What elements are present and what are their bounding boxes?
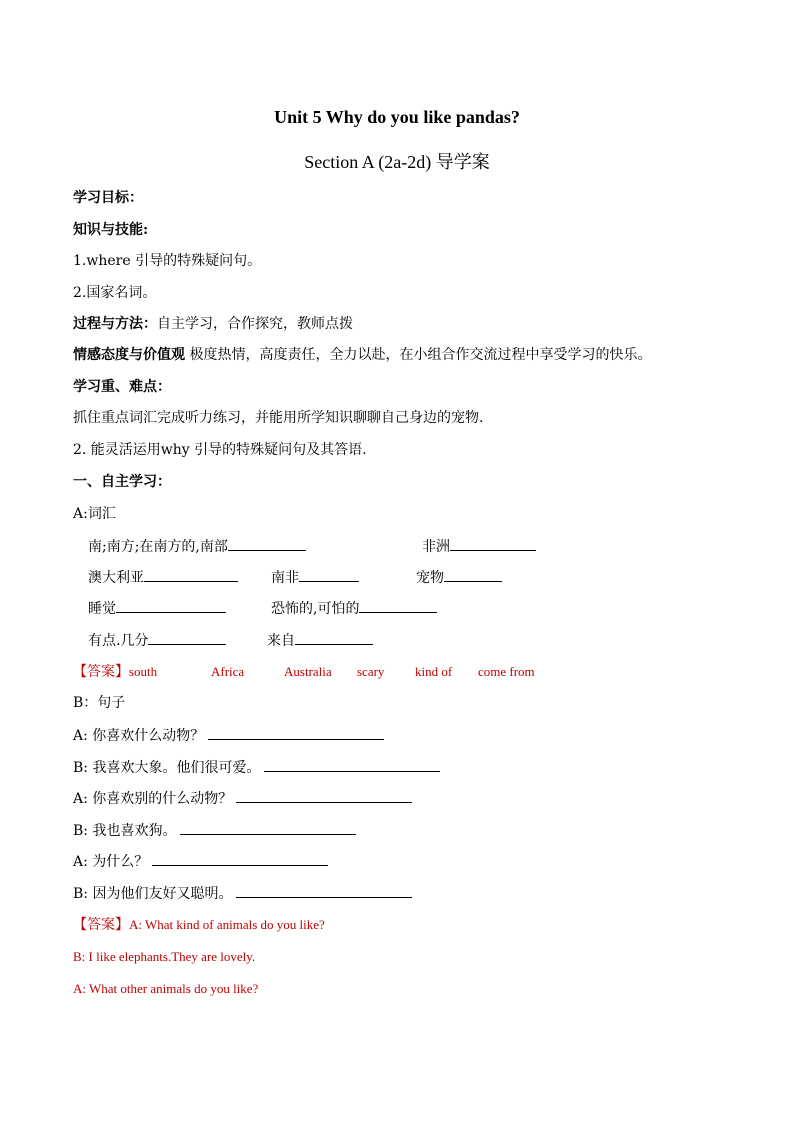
vocab-australia-label: 澳大利亚 — [88, 570, 144, 586]
sentence-3 — [73, 788, 412, 809]
vocab-africa-blank[interactable] — [450, 536, 536, 551]
self-study-heading: 一、自主学习： — [73, 474, 171, 490]
knowledge-item-2: 2.国家名词。 — [73, 285, 157, 301]
sentence-3-text: A: 你喜欢别的什么动物？ — [73, 791, 233, 807]
sentence-1-text: A: 你喜欢什么动物？ — [73, 728, 205, 744]
sentence-heading: B：句子 — [73, 695, 126, 711]
answer-vocab-come-from: come from — [478, 664, 535, 679]
vocab-south-label: 南;南方;在南方的,南部 — [88, 539, 228, 555]
vocab-south-blank[interactable] — [228, 536, 306, 551]
sentence-1 — [73, 725, 384, 746]
answer-sentence-line-1 — [73, 915, 325, 935]
process-label: 过程与方法： — [73, 316, 157, 332]
vocab-pet — [416, 567, 502, 588]
emotion-label: 情感态度与价值观 — [73, 347, 185, 363]
vocab-come-from-blank[interactable] — [295, 630, 373, 645]
key-point-2: 2. 能灵活运用why 引导的特殊疑问句及其答语. — [73, 442, 367, 458]
vocab-come-from — [267, 630, 373, 651]
sentence-5 — [73, 851, 328, 872]
vocab-heading: A:词汇 — [73, 506, 116, 522]
sentence-6-blank[interactable] — [236, 883, 412, 898]
vocab-australia-blank[interactable] — [144, 567, 238, 582]
sentence-3-blank[interactable] — [236, 788, 412, 803]
answer-vocab-africa: Africa — [211, 664, 245, 679]
emotion-line — [73, 345, 651, 365]
sentence-4 — [73, 820, 356, 841]
vocab-sleep — [88, 598, 226, 619]
answer-sentence-1: A: What kind of animals do you like? — [129, 917, 325, 932]
vocab-scary-label: 恐怖的,可怕的 — [271, 601, 360, 617]
objectives-heading: 学习目标： — [73, 190, 143, 206]
vocab-come-from-label: 来自 — [267, 633, 295, 649]
answer-sentence-2: B: I like elephants.They are lovely. — [73, 949, 256, 964]
vocab-australia — [88, 567, 238, 588]
knowledge-heading: 知识与技能: — [73, 222, 149, 238]
document-title: Unit 5 Why do you like pandas? — [274, 107, 520, 127]
key-point-1: 抓住重点词汇完成听力练习，并能用所学知识聊聊自己身边的宠物. — [73, 410, 484, 426]
sentence-6 — [73, 883, 412, 904]
vocab-south-africa — [271, 567, 359, 588]
knowledge-item-1: 1.where 引导的特殊疑问句。 — [73, 253, 262, 269]
sentence-2-blank[interactable] — [264, 757, 440, 772]
sentence-2 — [73, 757, 440, 778]
vocab-kind-of — [88, 630, 226, 651]
sentence-5-blank[interactable] — [152, 851, 328, 866]
vocab-south-africa-blank[interactable] — [299, 567, 359, 582]
vocab-south — [88, 536, 306, 557]
process-text: 自主学习，合作探究，教师点拨 — [157, 316, 353, 332]
answer-label: 【答案】 — [73, 664, 129, 680]
key-points-heading: 学习重、难点： — [73, 379, 171, 395]
vocab-sleep-blank[interactable] — [116, 598, 226, 613]
vocab-kind-of-blank[interactable] — [148, 630, 226, 645]
answer-label-2: 【答案】 — [73, 917, 129, 933]
answer-vocab-scary: scary — [357, 664, 385, 679]
process-line — [73, 314, 353, 334]
answer-vocab-kind-of: kind of — [415, 664, 453, 679]
sentence-2-text: B: 我喜欢大象。他们很可爱。 — [73, 760, 261, 776]
vocab-south-africa-label: 南非 — [271, 570, 299, 586]
sentence-4-text: B: 我也喜欢狗。 — [73, 823, 177, 839]
sentence-6-text: B: 因为他们友好又聪明。 — [73, 886, 233, 902]
answer-vocab-australia: Australia — [284, 664, 332, 679]
vocab-africa-label: 非洲 — [422, 539, 450, 555]
sentence-1-blank[interactable] — [208, 725, 384, 740]
vocab-scary — [271, 598, 437, 619]
vocab-africa — [422, 536, 536, 557]
answer-vocab-line — [73, 662, 157, 682]
answer-sentence-3: A: What other animals do you like? — [73, 981, 259, 996]
sentence-5-text: A: 为什么？ — [73, 854, 149, 870]
vocab-sleep-label: 睡觉 — [88, 601, 116, 617]
sentence-4-blank[interactable] — [180, 820, 356, 835]
vocab-scary-blank[interactable] — [359, 598, 437, 613]
answer-vocab-south: south — [129, 664, 158, 679]
document-subtitle: Section A (2a-2d) 导学案 — [304, 152, 490, 172]
vocab-pet-blank[interactable] — [444, 567, 502, 582]
vocab-kind-of-label: 有点.几分 — [88, 633, 149, 649]
emotion-text: 极度热情，高度责任，全力以赴，在小组合作交流过程中享受学习的快乐。 — [185, 347, 652, 363]
vocab-pet-label: 宠物 — [416, 570, 444, 586]
